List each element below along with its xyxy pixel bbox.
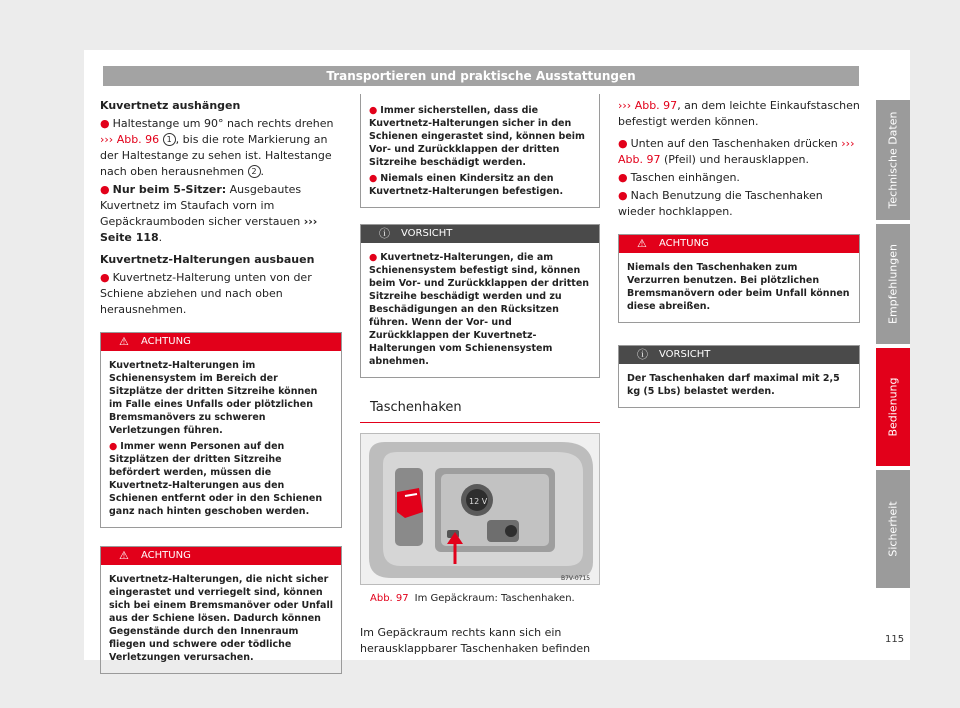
tab-bedienung[interactable]: Bedienung	[876, 348, 910, 466]
bullet-dot: ●	[618, 189, 628, 202]
bullet-hochklappen: ● Nach Benutzung die Taschenhaken wieder hochklappen.	[618, 189, 823, 218]
bullet-druecken: ● Unten auf den Taschenhaken drücken ››› Abb. 97 (Pfeil) und herausklappen.	[618, 137, 855, 166]
figure-code: B7V-0715	[561, 575, 591, 582]
figure-taschenhaken	[360, 433, 600, 585]
warning-triangle-icon: ⚠	[119, 335, 129, 348]
bullet-dot: ●	[100, 183, 110, 196]
warning-box-header: ⚠ ACHTUNG	[101, 547, 341, 565]
bullet-dot: ●	[369, 105, 378, 116]
column-right	[618, 98, 860, 420]
ref-abb-97[interactable]: ››› Abb. 97	[618, 99, 678, 112]
section-divider	[360, 422, 600, 423]
caution-box-header: ⓘ VORSICHT	[619, 346, 859, 364]
tab-empfehlungen[interactable]: Empfehlungen	[876, 224, 910, 344]
para-einkaufstaschen: ››› Abb. 97, an dem leichte Einkaufstaschen befestigt werden können.	[618, 99, 860, 128]
figure-caption: Abb. 97 Im Gepäckraum: Taschenhaken.	[370, 593, 575, 604]
bullet-5-sitzer: ● Nur beim 5-Sitzer: Ausgebautes Kuvertnetz im Staufach vorn im Gepäckraumboden sicher verstauen ››› Seite 118.	[100, 183, 318, 244]
info-circle-icon: ⓘ	[379, 227, 390, 240]
column-middle	[360, 94, 600, 663]
ref-seite-118[interactable]: ››› Seite 118	[100, 215, 318, 244]
bullet-dot: ●	[109, 441, 118, 452]
bullet-dot: ●	[618, 137, 628, 150]
callout-number-1: 1	[163, 133, 176, 146]
callout-number-2: 2	[248, 165, 261, 178]
warning-box-achtung-1: ⚠ ACHTUNG Kuvertnetz-Halterungen im Schienensystem im Bereich der Sitzplätze der dritten Sitzreihe können im Falle eines Unfalls oder plötzlichen Bremsmanövers zu schweren Verletzungen führen. ● Immer wenn Personen auf den Sitzplätzen der dritten Sitzreihe befördert werden, müssen die Kuvertnetz-Halterungen aus den Schienen entfernt oder in den Schienen ganz nach hinten geschoben werden.	[100, 332, 342, 528]
caution-box-header: ⓘ VORSICHT	[361, 225, 599, 243]
tab-technische-daten[interactable]: Technische Daten	[876, 100, 910, 220]
info-circle-icon: ⓘ	[637, 348, 648, 361]
caution-box-vorsicht-1: ⓘ VORSICHT ● Kuvertnetz-Halterungen, die am Schienensystem befestigt sind, können beim Vor- und Zurückklappen der dritten Sitzreihe beschädigt werden und zu Beschädigungen an den Rücksitzen führen. Wenn der Vor- und Zurückklappen der Kuvertnetz-Halterungen vom Schienensystem abnehmen.	[360, 224, 600, 378]
ref-abb-97[interactable]: ››› Abb. 97	[618, 137, 855, 166]
warning-box-header: ⚠ ACHTUNG	[101, 333, 341, 351]
heading-halterungen-ausbauen: Kuvertnetz-Halterungen ausbauen	[100, 253, 315, 266]
ref-abb-96[interactable]: ››› Abb. 96	[100, 133, 163, 146]
section-title-taschenhaken: Taschenhaken	[370, 400, 462, 415]
warning-triangle-icon: ⚠	[637, 237, 647, 250]
warning-box-achtung-2: ⚠ ACHTUNG Kuvertnetz-Halterungen, die nicht sicher eingerastet und verriegelt sind, können sich bei einem Bremsmanöver oder Unfall aus der Schiene lösen. Dadurch können Gegenstände durch den Innenraum fliegen und schwere oder tödliche Verletzungen verursachen.	[100, 546, 342, 674]
caution-box-vorsicht-2: ⓘ VORSICHT Der Taschenhaken darf maximal mit 2,5 kg (5 Lbs) belastet werden.	[618, 345, 860, 408]
warning-box-continued: ● Immer sicherstellen, dass die Kuvertnetz-Halterungen sicher in den Schienen eingerastet sind, können beim Vor- und Zurückklappen der dritten Sitzreihe beschädigt werden. ● Niemals einen Kindersitz an den Kuvertnetz-Halterungen befestigen.	[360, 94, 600, 208]
bullet-dot: ●	[100, 117, 110, 130]
label-12v: 12 V	[469, 497, 488, 506]
page-number: 115	[885, 634, 905, 645]
page-header: Transportieren und praktische Ausstattungen	[103, 66, 859, 86]
column-left	[100, 98, 342, 686]
warning-box-achtung-3: ⚠ ACHTUNG Niemals den Taschenhaken zum Verzurren benutzen. Bei plötzlichen Bremsmanövern oder beim Unfall können diese abreißen.	[618, 234, 860, 323]
bullet-dot: ●	[369, 252, 378, 263]
bullet-halterung-abziehen: ● Kuvertnetz-Halterung unten von der Schiene abziehen und nach oben herausnehmen.	[100, 271, 312, 316]
tab-sicherheit[interactable]: Sicherheit	[876, 470, 910, 588]
caption-ref-abb-97: Abb. 97	[370, 593, 409, 604]
bullet-einhaengen: ● Taschen einhängen.	[618, 171, 740, 184]
bullet-dot: ●	[100, 271, 110, 284]
bullet-dot: ●	[618, 171, 628, 184]
bullet-haltestange: ● Haltestange um 90° nach rechts drehen ››› Abb. 96 1 , bis die rote Markierung an der Haltestange zu sehen ist. Haltestange nach oben herausnehmen 2 .	[100, 117, 334, 178]
heading-kuvertnetz-aushaengen: Kuvertnetz aushängen	[100, 99, 241, 112]
warning-triangle-icon: ⚠	[119, 549, 129, 562]
warning-box-header: ⚠ ACHTUNG	[619, 235, 859, 253]
para-taschenhaken-intro: Im Gepäckraum rechts kann sich ein herausklappbarer Taschenhaken befinden	[360, 626, 591, 655]
bullet-dot: ●	[369, 173, 378, 184]
taschenhaken-illustration	[361, 434, 599, 584]
